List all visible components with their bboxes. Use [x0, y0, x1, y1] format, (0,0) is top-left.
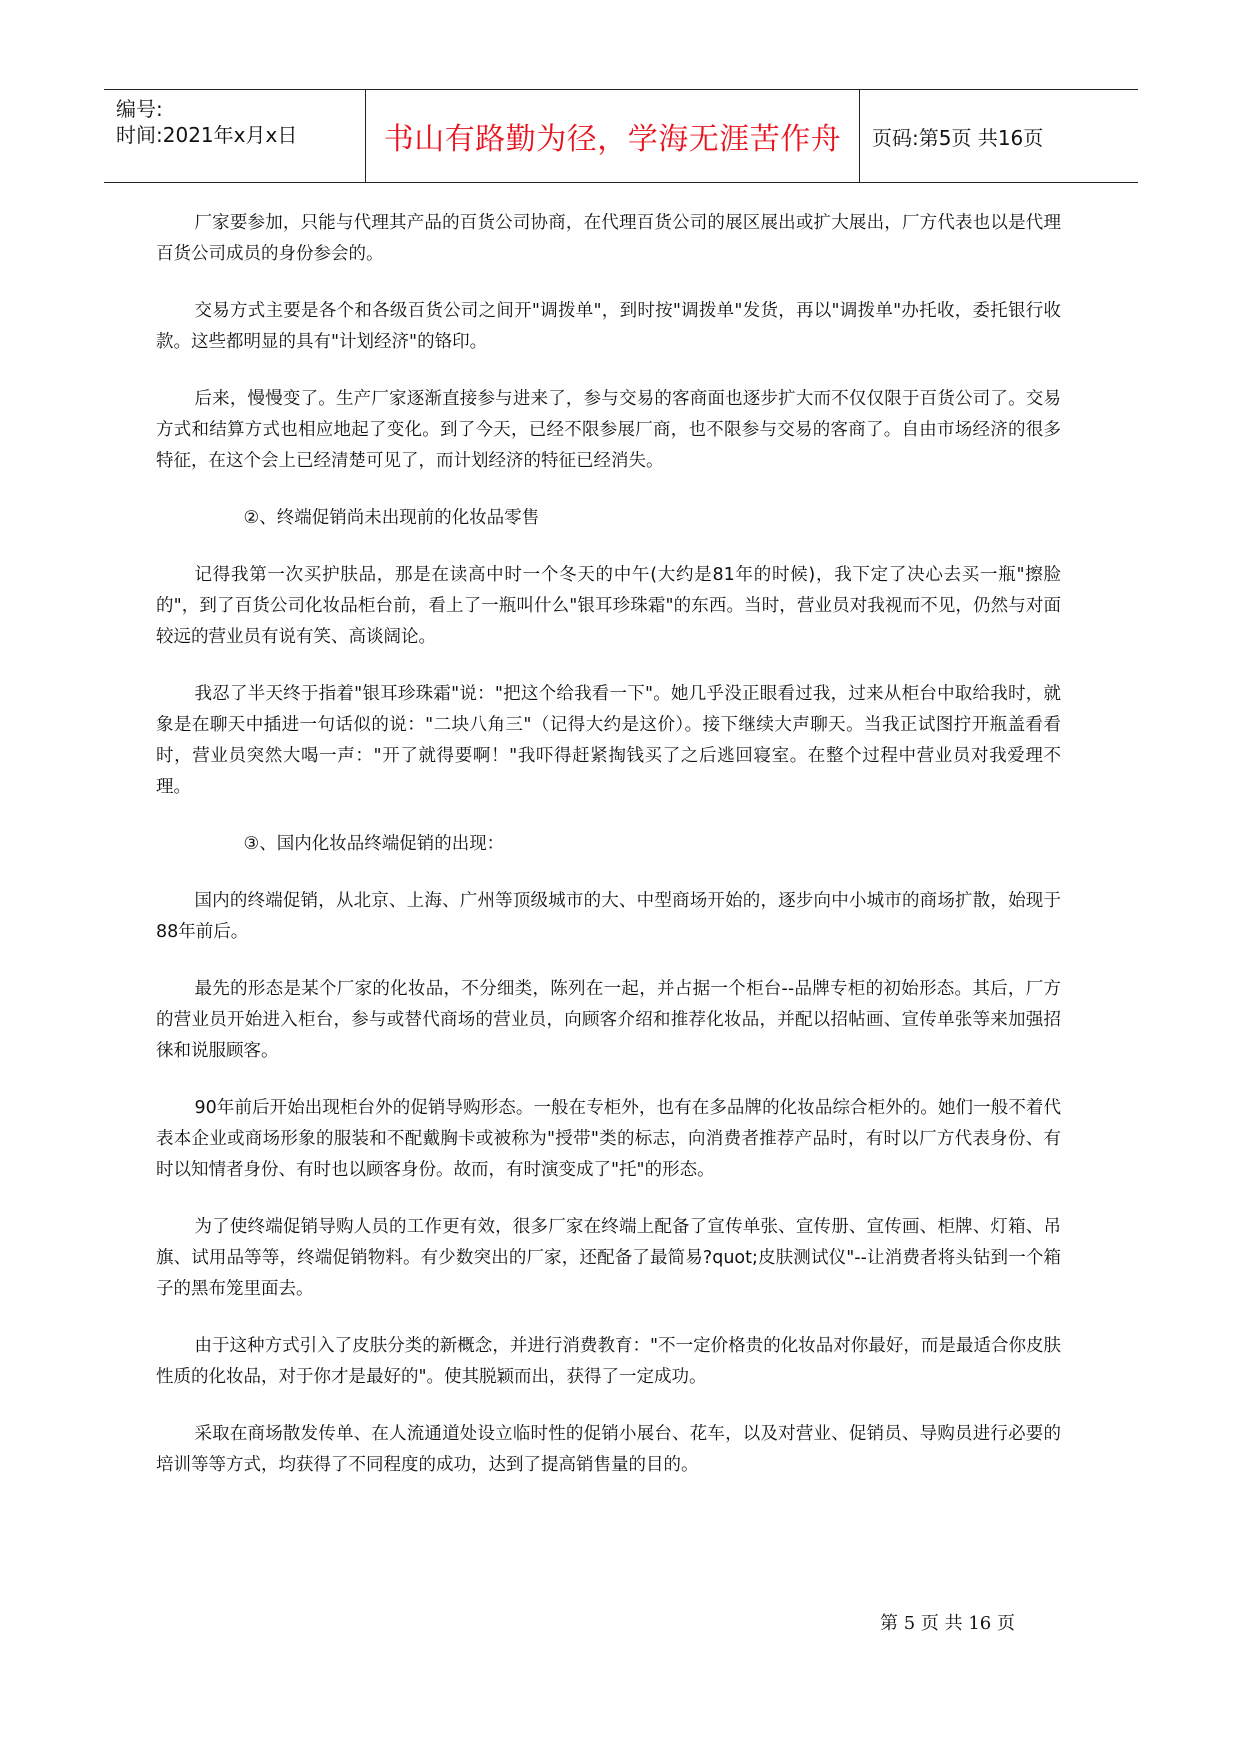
- page-code-label: 页码:: [872, 125, 919, 150]
- header-page-cell: [860, 90, 1138, 182]
- body-paragraph: 采取在商场散发传单、在人流通道处设立临时性的促销小展台、花车，以及对营业、促销员、导购员进行必要的培训等等方式，均获得了不同程度的成功，达到了提高销售量的目的。: [156, 1424, 1061, 1475]
- page-code-value: 第5页 共16页: [918, 125, 1044, 150]
- header-motto-cell: [366, 90, 860, 182]
- body-paragraph: 最先的形态是某个厂家的化妆品，不分细类，陈列在一起，并占据一个柜台--品牌专柜的初始形态。其后，厂方的营业员开始进入柜台，参与或替代商场的营业员，向顾客介绍和推荐化妆品，并配以招帖画、宣传单张等来加强招徕和说服顾客。: [156, 979, 1061, 1061]
- body-paragraph: 90年前后开始出现柜台外的促销导购形态。一般在专柜外，也有在多品牌的化妆品综合柜外的。她们一般不着代表本企业或商场形象的服装和不配戴胸卡或被称为"授带"类的标志，向消费者推荐产品时，有时以厂方代表身份、有时以知情者身份、有时也以顾客身份。故而，有时演变成了"托"的形态。: [156, 1098, 1061, 1180]
- body-paragraph: 为了使终端促销导购人员的工作更有效，很多厂家在终端上配备了宣传单张、宣传册、宣传画、柜牌、灯箱、吊旗、试用品等等，终端促销物料。有少数突出的厂家，还配备了最简易?quot;皮肤测试仪"--让消费者将头钻到一个箱子的黑布笼里面去。: [156, 1217, 1061, 1299]
- header-motto: 书山有路勤为径，学海无涯苦作舟: [383, 122, 842, 157]
- body-paragraph: 厂家要参加，只能与代理其产品的百货公司协商，在代理百货公司的展区展出或扩大展出，厂方代表也以是代理百货公司成员的身份参会的。: [156, 213, 1061, 264]
- time-label: 时间:: [116, 123, 163, 147]
- page-code: [872, 90, 1043, 182]
- body-paragraph: 由于这种方式引入了皮肤分类的新概念，并进行消费教育："不一定价格贵的化妆品对你最好，而是最适合你皮肤性质的化妆品，对于你才是最好的"。使其脱颖而出，获得了一定成功。: [156, 1336, 1061, 1387]
- serial-number-label: 编号:: [116, 97, 163, 121]
- section-heading: ③、国内化妆品终端促销的出现：: [243, 834, 505, 854]
- time-value: 2021年x月x日: [162, 123, 298, 147]
- section-heading: ②、终端促销尚未出现前的化妆品零售: [243, 508, 540, 528]
- header-info-cell: [104, 90, 366, 182]
- time-line: [116, 119, 297, 148]
- body-paragraph: 国内的终端促销，从北京、上海、广州等顶级城市的大、中型商场开始的，逐步向中小城市的商场扩散，始现于88年前后。: [156, 891, 1061, 942]
- document-body: [156, 208, 1061, 1507]
- body-paragraph: 后来，慢慢变了。生产厂家逐渐直接参与进来了，参与交易的客商面也逐步扩大而不仅仅限于百货公司了。交易方式和结算方式也相应地起了变化。到了今天，已经不限参展厂商，也不限参与交易的客商了。自由市场经济的很多特征，在这个会上已经清楚可见了，而计划经济的特征已经消失。: [156, 389, 1061, 471]
- body-paragraph: 交易方式主要是各个和各级百货公司之间开"调拨单"，到时按"调拨单"发货，再以"调拨单"办托收，委托银行收款。这些都明显的具有"计划经济"的铬印。: [156, 301, 1061, 352]
- document-header: [104, 89, 1138, 183]
- body-paragraph: 我忍了半天终于指着"银耳珍珠霜"说："把这个给我看一下"。她几乎没正眼看过我，过来从柜台中取给我时，就象是在聊天中插进一句话似的说："二块八角三"（记得大约是这价）。接下继续大声聊天。当我正试图拧开瓶盖看看时，营业员突然大喝一声："开了就得要啊！"我吓得赶紧掏钱买了之后逃回寝室。在整个过程中营业员对我爱理不理。: [156, 684, 1061, 797]
- page-footer: 第 5 页 共 16 页: [880, 1613, 1015, 1634]
- body-paragraph: 记得我第一次买护肤品，那是在读高中时一个冬天的中午(大约是81年的时候)，我下定了决心去买一瓶"擦脸的"，到了百货公司化妆品柜台前，看上了一瓶叫什么"银耳珍珠霜"的东西。当时，营业员对我视而不见，仍然与对面较远的营业员有说有笑、高谈阔论。: [156, 565, 1061, 647]
